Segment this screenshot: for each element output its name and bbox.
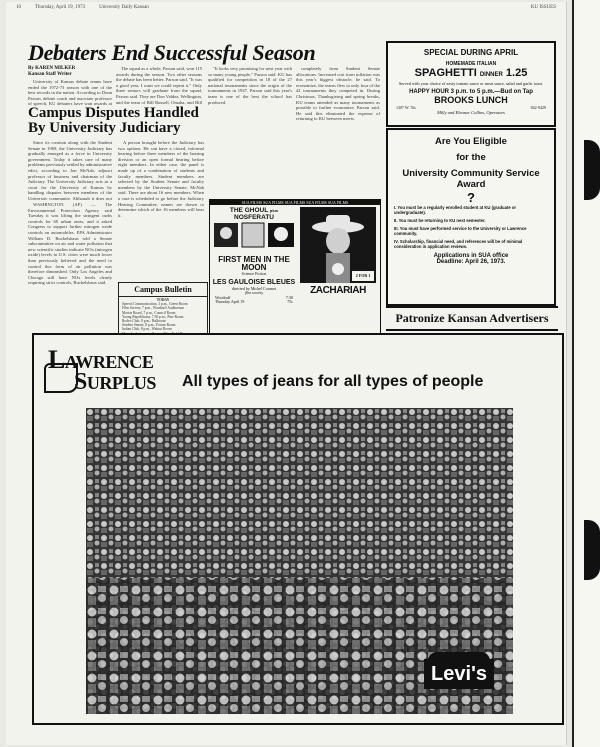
faint-heading: KU ISSUES	[530, 5, 556, 10]
edge-mark-1	[584, 140, 600, 200]
gauloise-director: directed by Michel Cournot	[231, 285, 277, 291]
judiciary-headline: Campus Disputes Handled By University Judiciary	[28, 105, 199, 136]
logo-line-1: LAWRENCE	[48, 345, 154, 374]
zachariah-poster	[300, 207, 376, 283]
dinner-label: DINNER	[479, 72, 503, 78]
two-for-one-badge: 2 FOR 1	[352, 271, 374, 281]
sua-films-ad	[209, 199, 381, 334]
film-ad-right	[298, 207, 378, 331]
page-date: Thursday, April 19, 1973	[35, 5, 86, 10]
film-banner: SUA FILMS SUA FILMS SUA FILMS SUA FILMS SUA FILMS	[210, 200, 380, 205]
campus-bulletin-lines: TODAY Speech Communication, 3 p.m., Green Room Film Society, 7 p.m., Woodruff Auditorium Mortar Board, 7 p.m., Council Room Young Republicans, 7:30 p.m., Pine Room Rodeo Club, 8 p.m., Ballroom Student Senate, 8 p.m., Forum Room Indian Club, 8 p.m., Walnut Room	[122, 298, 188, 332]
edge-mark-2	[584, 520, 600, 580]
first-men-title: FIRST MEN IN THE MOON	[218, 255, 290, 272]
debate-col-1: University of Kansas debate teams have ended the 1972-73 season with one of the best records in the nation. According to Donn Parson, debate coach and associate professor of speech, KU debaters have won awards at	[28, 79, 112, 106]
award-line-3: University Community Service Award	[402, 168, 540, 190]
happy-hour: HAPPY HOUR 3 p.m. to 5 p.m.—Bud on Tap	[409, 89, 533, 95]
gauloise-title: LES GAULOISE BLEUES	[212, 278, 296, 286]
spaghetti-label: SPAGHETTI	[414, 67, 477, 79]
adjacent-page-edge	[572, 0, 600, 747]
spaghetti-ad	[386, 41, 556, 127]
lawrence-surplus-ad	[32, 333, 564, 725]
service-award-ad	[386, 128, 556, 306]
patronize-banner: Patronize Kansan Advertisers	[386, 306, 558, 331]
film-ad-left: THE GHOUL plus NOSFERATU FIRST MEN IN THE MOON Science Fiction LES GAULOISE BLEUES directed by Michel Cournot film society Woodruff 7:30 Thursday April 19 75c	[212, 207, 296, 305]
judiciary-col-2: A person brought before the Judiciary has two options. He can have a closed, informal hearing before three members of the hearing division or an open formal hearing before eight members. In either case, the panel is made up of a combination of students and faculty members. Student members are selected by the Student Senate and faculty members by the University Senate, McNab said. There are about 16 new members. When a case is scheduled to go before the Judiciary Hearing Committee, names are drawn to determine which of the 16 members will hear it.	[118, 140, 204, 218]
award-requirements: I. You must be a regularly enrolled student at KU (graduate or undergraduate). II. You must be returning to KU next semester. III. You must have performed service to the University or Lawrence community. IV. Scholarship, financial need, and references will be of minimal consideration in application reviews.	[394, 205, 527, 249]
levis-logo: Levi's	[424, 659, 494, 689]
debate-byline: By KAREN MILKER Kansan Staff Writer	[28, 66, 76, 77]
logo-line-2: SURPLUS	[74, 369, 156, 395]
paper-name: University Daily Kansan	[99, 5, 149, 10]
zachariah-title: ZACHARIAH	[310, 285, 366, 296]
brooks-owners: Milly and Eleanor Collins, Operators	[437, 110, 505, 115]
newspaper-page	[6, 2, 567, 745]
award-line-2: for the	[456, 152, 486, 163]
levis-wing	[428, 652, 490, 661]
nosferatu-title: NOSFERATU	[234, 214, 274, 221]
film-stills	[212, 221, 296, 251]
homemade-label: HOMEMADE ITALIAN	[445, 61, 497, 67]
jeans-slogan: All types of jeans for all types of people	[182, 373, 484, 390]
debate-col-4: completely from Student Senate allocations. Increased cost from inflation was this year's biggest obstacle, he said. To economize, the teams flew to only four of the 42 tournaments they competed in. During Christmas, Thanksgiving and spring breaks, KU teams attended as many tournaments as possible to further economize, Parson said. He said this eliminated the expense of returning to KU between meets.	[296, 66, 380, 122]
wire-story: WASHINGTON (AP) — The Environmental Protection Agency said Tuesday it was lifting the stringent curbs controls for 60 urban areas, and it asked Congress to support further nitrogen oxide controls on automobiles. EPA Administrator William D. Ruckelshaus told a Senate subcommittee on air and water pollution that new scientific studies indicate NOx (nitrogen oxide) levels in U.S. cities were much lower than previously believed and the need to control this form of air pollution was therefore diminished. Only Los Angeles and Chicago still have NOx levels clearly requiring strict controls, Ruckelshaus said.	[28, 202, 112, 286]
film-society-label: film society	[244, 290, 264, 296]
campus-bulletin-title: Campus Bulletin	[119, 283, 207, 297]
spaghetti-price: 1.25	[505, 67, 528, 79]
applications-deadline: Deadline: April 26, 1973.	[436, 259, 506, 265]
sci-label: Science Fiction	[241, 271, 267, 276]
brooks-address: 1307 W. 7th	[396, 105, 416, 110]
running-head	[16, 5, 556, 10]
brooks-lunch: BROOKS LUNCH	[434, 95, 508, 105]
award-line-1: Are You Eligible	[435, 136, 507, 147]
page-number: 10	[16, 5, 21, 10]
brooks-phone: 842-9429	[530, 105, 546, 110]
award-question-mark: ?	[467, 190, 475, 205]
debate-headline: Debaters End Successful Season	[28, 40, 316, 65]
ghoul-title: THE GHOUL	[229, 207, 269, 214]
spaghetti-desc: Served with your choice of zesty tomato sauce or meat sauce, salad and garlic toast.	[398, 81, 544, 86]
debate-col-3: "It looks very promising for next year with so many young people," Parson said. KU has qualified for competition in 18 of the 27 national tournaments since the origin of the tournaments in 1947. Parson said this year's team is one of the best the school has produced.	[208, 66, 292, 105]
judiciary-col-1: Since its creation along with the Student Senate in 1969, the University Judiciary has gradually emerged as a force in University government. Today it takes care of many problems previously settled by administrative edict, according to Jon McNab, adjunct professor of business and chairman of the Judiciary. The University Judiciary acts as a court for the University of Kansas by handling disputes between members of the University community. Although it does not	[28, 140, 112, 200]
campus-bulletin	[118, 282, 208, 336]
special-headline: SPECIAL DURING APRIL	[423, 48, 519, 57]
applications-location: Applications in SUA office	[433, 253, 509, 259]
debate-col-2: The squad as a whole, Parson said, won 115 awards during the season. Two other seasons the debate has been better, Parson said. "It was a good year, I want we could repeat it." Only three seniors will graduate from the squad, Parson said. They are Don Valdez, Wellington, and the team of Bill Russell, Omaha, and Bill	[116, 66, 202, 105]
